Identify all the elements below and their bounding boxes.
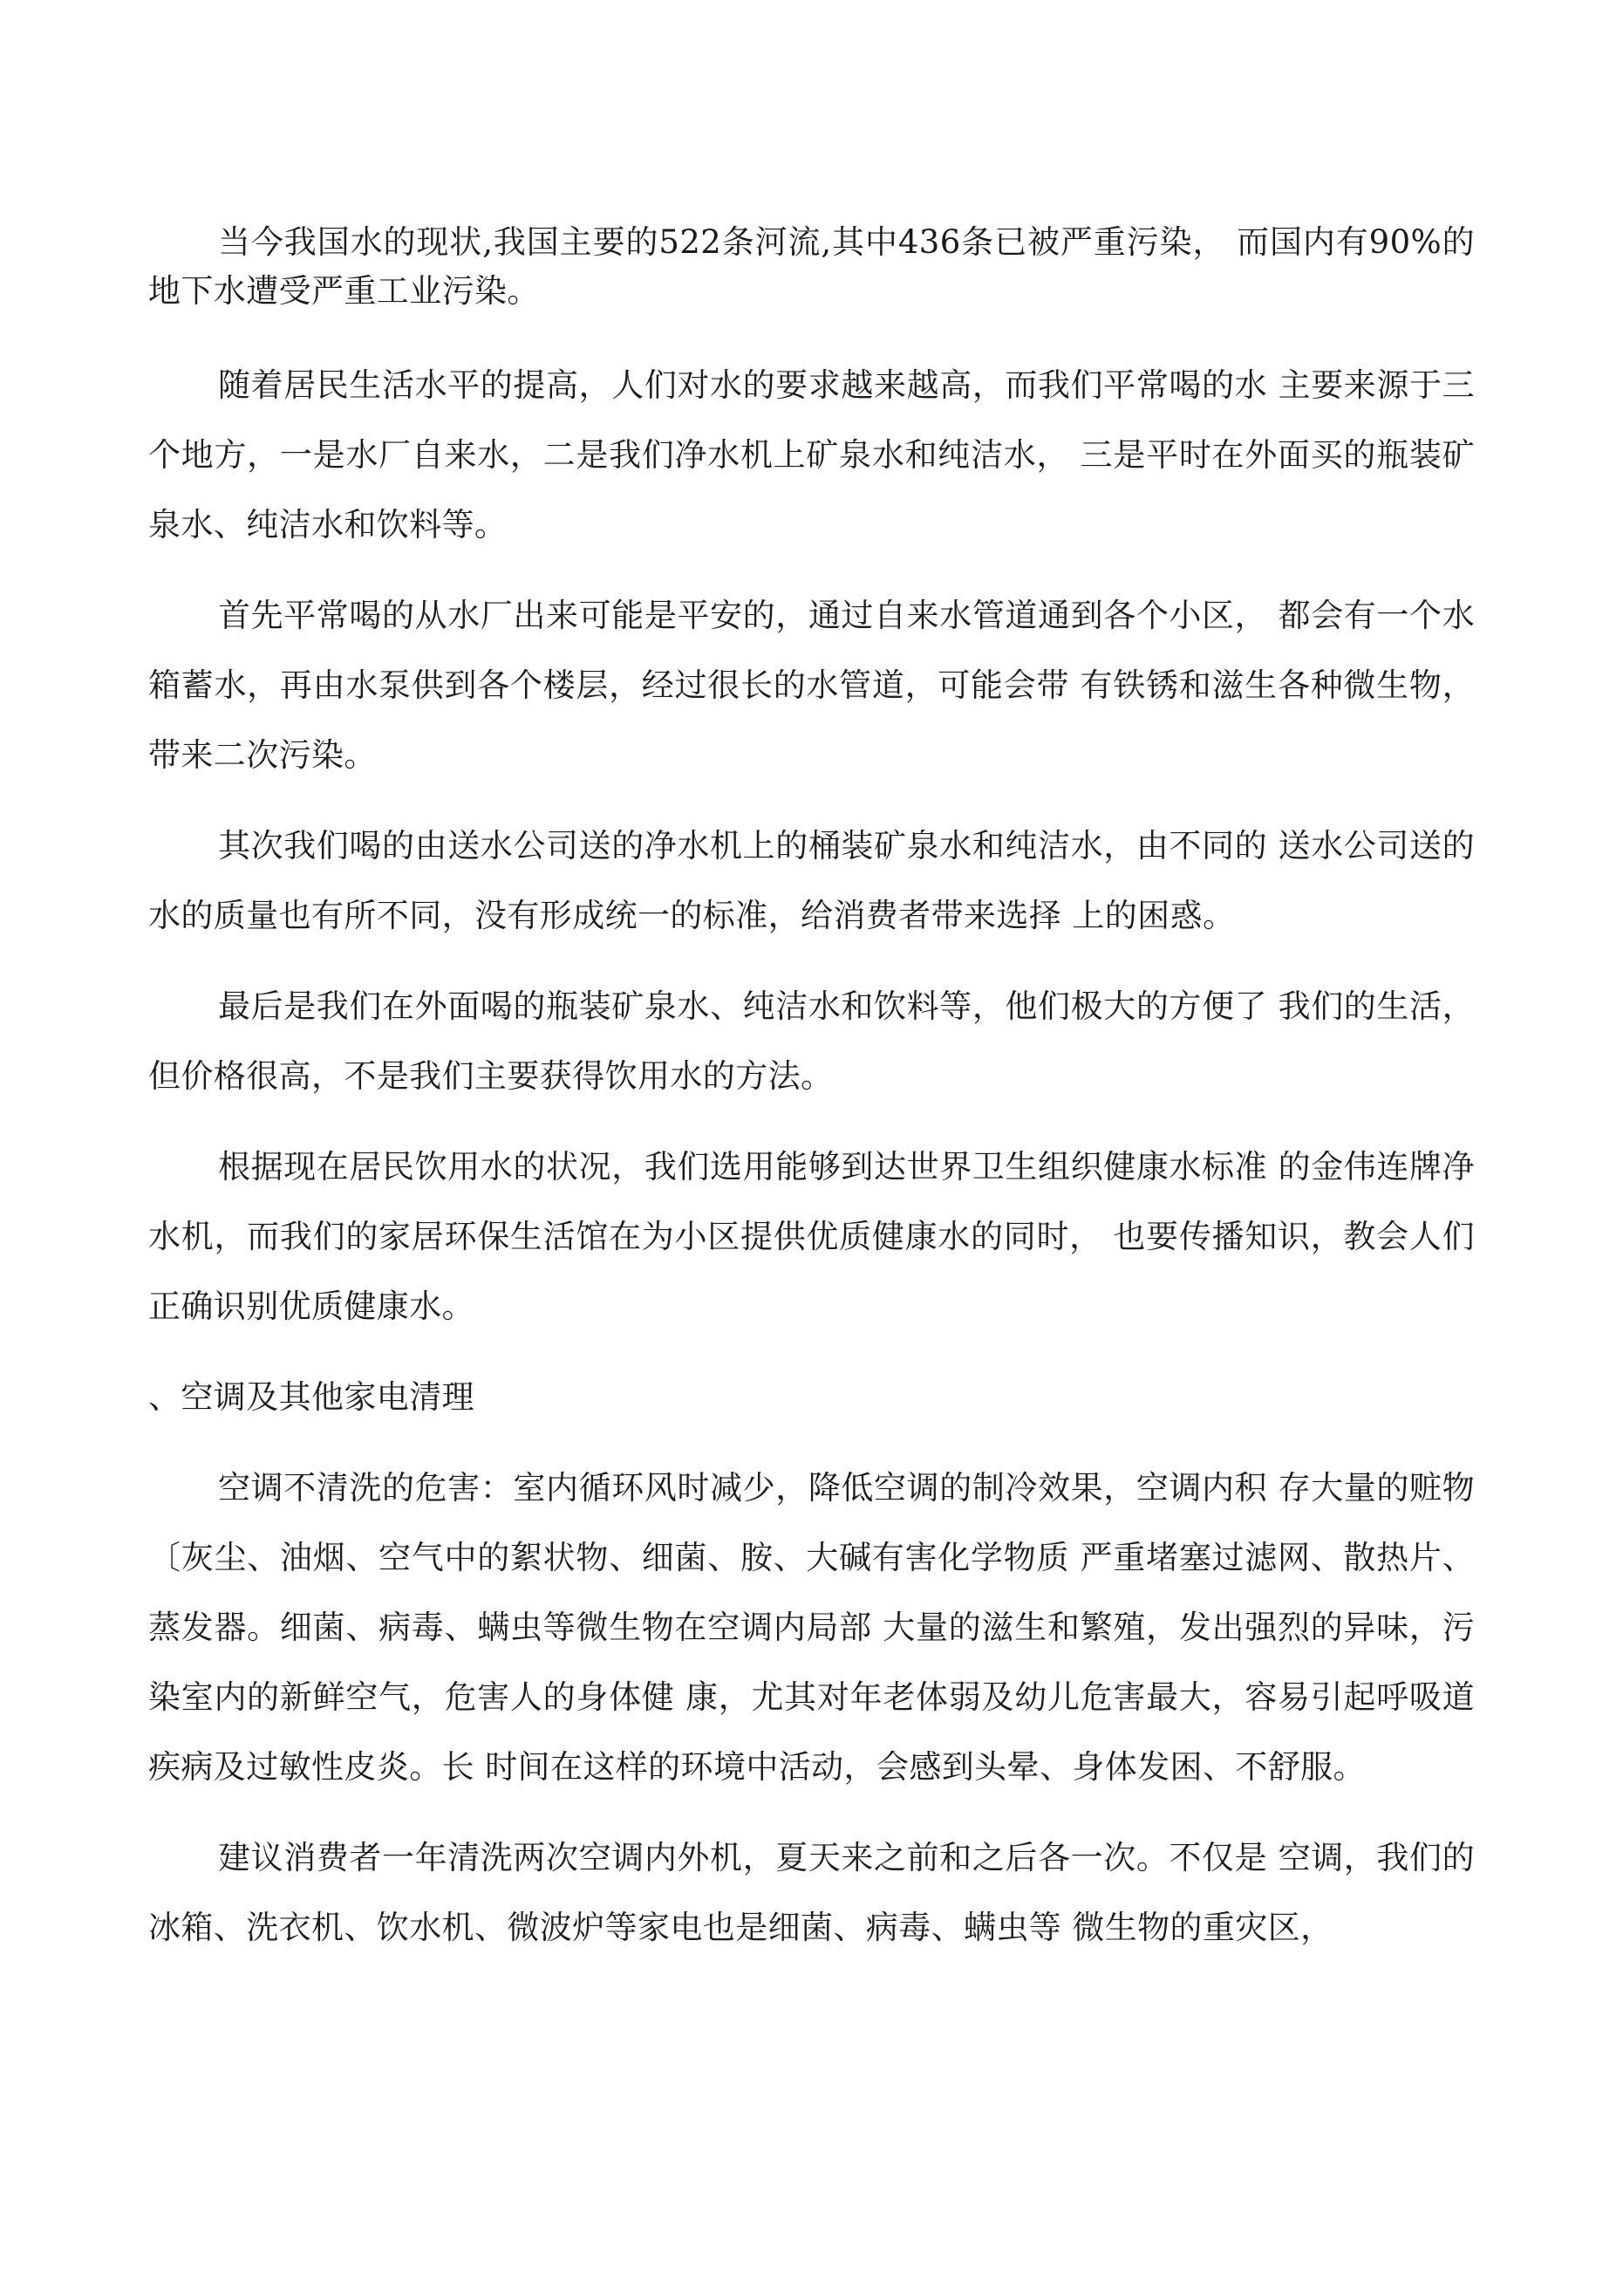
paragraph-cleaning-advice: 建议消费者一年清洗两次空调内外机，夏天来之前和之后各一次。不仅是 空调，我们的冰箱、洗衣机、饮水机、微波炉等家电也是细菌、病毒、螨虫等 微生物的重灾区，: [148, 1839, 1475, 1946]
paragraph-ac-hazards: 空调不清洗的危害：室内循环风时减少，降低空调的制冷效果，空调内积 存大量的赃物〔灰尘、油烟、空气中的絮状物、细菌、胺、大碱有害化学物质 严重堵塞过滤网、散热片、蒸发器。细菌、病毒、螨虫等微生物在空调内局部 大量的滋生和繁殖，发出强烈的异味，污染室内的新鲜空气，危害人的身体健 康，尤其对年老体弱及幼儿危害最大，容易引起呼吸道疾病及过敏性皮炎。长 时间在这样的环境中活动，会感到头晕、身体发困、不舒服。: [148, 1469, 1475, 1786]
document-body: [148, 218, 1475, 1984]
paragraph-bottled-delivery: 其次我们喝的由送水公司送的净水机上的桶装矿泉水和纯洁水，由不同的 送水公司送的水的质量也有所不同，没有形成统一的标准，给消费者带来选择 上的困惑。: [148, 827, 1475, 934]
paragraph-water-status: 当今我国水的现状,我国主要的522条河流,其中436条已被严重污染， 而国内有90%的地下水遭受严重工业污染。: [148, 223, 1475, 310]
paragraph-bottled-outside: 最后是我们在外面喝的瓶装矿泉水、纯洁水和饮料等，他们极大的方便了 我们的生活，但价格很高，不是我们主要获得饮用水的方法。: [148, 987, 1475, 1095]
paragraph-purifier-choice: 根据现在居民饮用水的状况，我们选用能够到达世界卫生组织健康水标准 的金伟连牌净水机，而我们的家居环保生活馆在为小区提供优质健康水的同时， 也要传播知识，教会人们正确识别优质健康水。: [148, 1148, 1475, 1325]
paragraph-water-sources: 随着居民生活水平的提高，人们对水的要求越来越高，而我们平常喝的水 主要来源于三个地方，一是水厂自来水，二是我们净水机上矿泉水和纯洁水， 三是平时在外面买的瓶装矿泉水、纯洁水和饮料等。: [148, 366, 1475, 543]
section-heading-ac-cleaning: 、空调及其他家电清理: [148, 1378, 474, 1416]
paragraph-tap-water: 首先平常喝的从水厂出来可能是平安的，通过自来水管道通到各个小区， 都会有一个水箱蓄水，再由水泵供到各个楼层，经过很长的水管道，可能会带 有铁锈和滋生各种微生物，带来二次污染。: [148, 597, 1475, 774]
